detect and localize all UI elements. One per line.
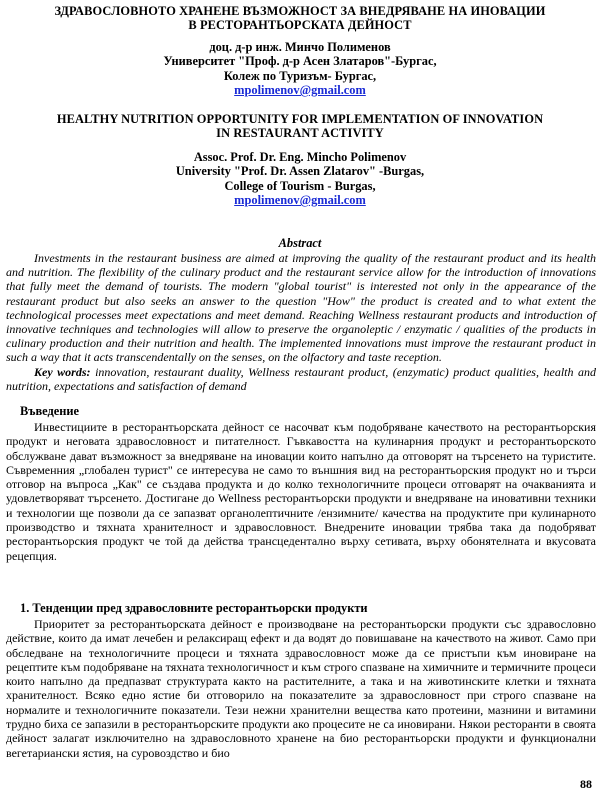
bg-affiliation-2: Колеж по Туризъм- Бургас, — [223, 68, 377, 83]
section-1-text: Приоритет за ресторантьорската дейност е производване на ресторантьорски продукти със здравословно действие, които да имат лечебен и релаксиращ ефект и да водят до повишаване на качеството на живот. Само при обследване на технологичните процеси и тяхната здравословност може да се пристъпи към иновиране на рецептите към подобряване на тяхната технологичност и към строго спазване на химичните и термичните процеси които напълно да предпазват структурата както на растителните, а така и на животинските клетки и тяхната хранителност. Всяко едно ястие би отговорило на показателите за здравословност при строго спазване на нормалите и технологичните показатели. Тези нежни хранителни вещества като протеини, мазнини и витамини трудно биха се запазили в ресторантьорските продукти ако процесите не са иновирани. Някои ресторанти в своята дейност залагат изключително на здравословното хранене на био ресторантьорски продукти и функционални вегетариански ястия, на суровоздство и био — [6, 617, 596, 760]
page-number: 88 — [580, 777, 592, 791]
section-1-body — [6, 617, 596, 793]
abstract-body — [6, 251, 596, 393]
keywords-text: innovation, restaurant duality, Wellness restaurant product, (enzymatic) product qualities, health and nutrition, expectations and satisfaction of demand — [6, 364, 597, 393]
en-title-line-1: HEALTHY NUTRITION OPPORTUNITY FOR IMPLEMENTATION OF INNOVATION — [56, 112, 544, 126]
bg-affiliation-1: Университет "Проф. д-р Асен Златаров"-Бургас, — [163, 54, 437, 69]
bg-author-block — [0, 40, 600, 98]
intro-body — [6, 420, 596, 563]
bg-title-line-2: В РЕСТОРАНТЬОРСКАТА ДЕЙНОСТ — [188, 18, 412, 32]
keywords-paragraph — [6, 365, 596, 393]
intro-heading: Въведение — [20, 404, 80, 418]
keywords-label: Key words: — [34, 364, 91, 379]
bg-author: доц. д-р инж. Минчо Полименов — [209, 40, 391, 54]
en-email-link[interactable]: mpolimenov@gmail.com — [234, 193, 366, 208]
abstract-text: Investments in the restaurant business are aimed at improving the quality of the restaurant product and its health and nutrition. The flexibility of the culinary product and the restaurant service allow for the introduction of innovations that fully meet the demand of tourists. The modern "global tourist" is interested not only in the appearance of the restaurant product but also seeks an answer to the question "How" the product is created and to what extent the technological processes meet expectations and meet demand. Reaching Wellness restaurant products and introduction of innovative techniques and technologies will allow to preserve the organoleptic / enzymatic / qualities of the products in culinary production and their nutrition and health. The implemented innovations must improve the restaurant product in such a way that it acts transcendentally on the senses, on the olfactory and taste reception. — [6, 251, 596, 365]
en-affiliation-1: University "Prof. Dr. Assen Zlatarov" -Burgas, — [175, 164, 425, 179]
en-title — [0, 112, 600, 140]
bg-title — [0, 4, 600, 32]
bg-title-line-1: ЗДРАВОСЛОВНОТО ХРАНЕНЕ ВЪЗМОЖНОСТ ЗА ВНЕДРЯВАНЕ НА ИНОВАЦИИ — [54, 4, 546, 18]
en-title-line-2: IN RESTAURANT ACTIVITY — [216, 126, 384, 140]
section-1-heading: 1. Тенденции пред здравословните ресторантьорски продукти — [20, 601, 368, 615]
bg-email-link[interactable]: mpolimenov@gmail.com — [234, 83, 366, 98]
en-affiliation-2: College of Tourism - Burgas, — [224, 178, 376, 193]
en-author: Assoc. Prof. Dr. Eng. Mincho Polimenov — [193, 150, 407, 164]
en-author-block — [0, 150, 600, 208]
abstract-heading: Abstract — [278, 236, 322, 250]
intro-text: Инвестициите в ресторантьорската дейност се насочват към подобряване качеството на ресторантьорския продукт и неговата здравословност и питателност. Гъвкавостта на кулинарния продукт и ресторантьорското обслужване дават възможност за внедряване на иновации които напълно да отговорят на търсенето на туристите. Съвременния „глобален турист" се интересува не само то външния вид на ресторантьорския продукт но и търси отговор на въпроса „Как" се създава продукта и до колко технологичните процеси отговарят на очакванията и удовлетворяват търсенето. Достигане до Wellness ресторантьорски продукти и внедряване на иновативни техники и технологии ще позволи да се запазват органолептичните /ензимните/ качества на продуктите при кулинарното производство и тяхната хранителност и здравословност. Внедрените иновации трябва така да подобряват ресторантьорския продукт че той да действа трансцедентално върху сетивата, върху обонятелната и вкусовата рецепция. — [6, 420, 596, 563]
